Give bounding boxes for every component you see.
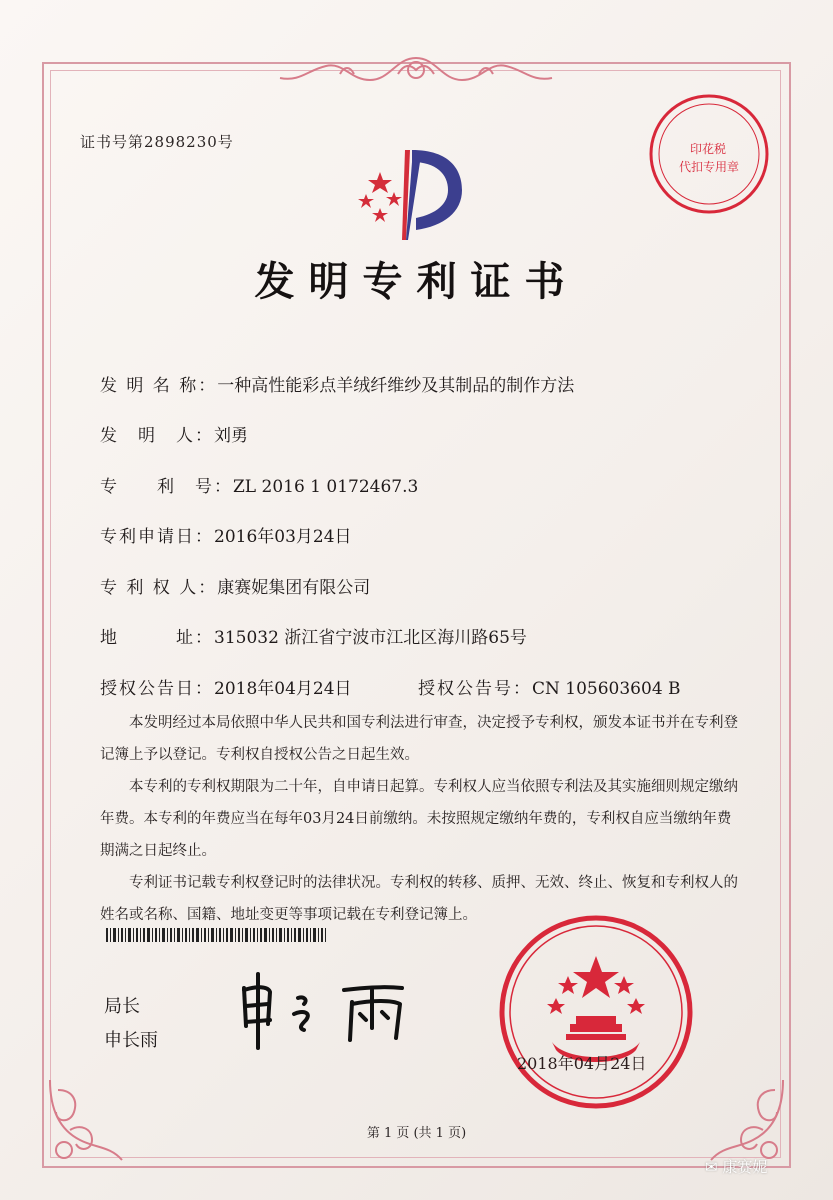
certificate-title: 发明专利证书 xyxy=(254,258,579,305)
field-patent-number xyxy=(100,472,418,497)
director-signature xyxy=(232,968,432,1052)
certificate-number: 证书号第2898230号 xyxy=(80,133,234,151)
page-footer: 第 1 页 (共 1 页) xyxy=(366,1126,467,1141)
field-label: 专利申请日： xyxy=(100,527,214,547)
field-label: 授权公告日： xyxy=(100,679,214,699)
official-seal xyxy=(496,912,696,1112)
field-label: 专 利 权 人： xyxy=(100,578,218,598)
field-value: 2016年03月24日 xyxy=(214,527,352,547)
field-value: 刘勇 xyxy=(214,426,248,446)
field-value: 一种高性能彩点羊绒纤维纱及其制品的制作方法 xyxy=(217,376,575,396)
paragraph: 本专利的专利权期限为二十年，自申请日起算。专利权人应当依照专利法及其实施细则规定缴纳年费。本专利的年费应当在每年03月24日前缴纳。未按照规定缴纳年费的，专利权自应当缴纳年费期满之日起终止。 xyxy=(100,779,738,859)
signatory-name: 申长雨 xyxy=(104,1030,158,1051)
signatory-title: 局长 xyxy=(104,996,140,1017)
field-invention-name xyxy=(100,371,574,396)
field-address xyxy=(100,623,527,648)
field-grant-date xyxy=(100,674,352,699)
stamp-duty-line1: 印花税 xyxy=(690,142,727,156)
field-label: 专 利 号： xyxy=(100,477,233,497)
field-label: 发 明 人： xyxy=(100,426,214,446)
field-value: 康赛妮集团有限公司 xyxy=(217,578,371,598)
patent-office-logo xyxy=(350,142,480,252)
field-label: 授权公告号： xyxy=(418,679,532,699)
watermark-text: 康赛妮 xyxy=(722,1158,768,1176)
field-value: 2018年04月24日 xyxy=(214,679,352,699)
barcode xyxy=(106,928,326,942)
field-label: 地 址： xyxy=(100,628,214,648)
field-inventor xyxy=(100,421,248,446)
corner-ornament-bottom-left xyxy=(40,1070,130,1170)
field-filing-date xyxy=(100,522,352,547)
field-label: 发 明 名 称： xyxy=(100,376,218,396)
field-value: 315032 浙江省宁波市江北区海川路65号 xyxy=(214,628,527,648)
wechat-icon: ✉ xyxy=(705,1158,723,1176)
field-patentee xyxy=(100,573,370,598)
paragraph: 专利证书记载专利权登记时的法律状况。专利权的转移、质押、无效、终止、恢复和专利权人的姓名或名称、国籍、地址变更等事项记载在专利登记簿上。 xyxy=(100,875,738,923)
top-ornament xyxy=(270,52,563,90)
field-grant-number xyxy=(418,674,681,699)
corner-ornament-bottom-right xyxy=(703,1070,793,1170)
certificate-body xyxy=(100,707,740,931)
field-value: ZL 2016 1 0172467.3 xyxy=(233,477,419,497)
watermark xyxy=(705,1156,767,1177)
seal-date: 2018年04月24日 xyxy=(517,1054,647,1073)
stamp-duty-line2: 代扣专用章 xyxy=(679,160,740,174)
field-value: CN 105603604 B xyxy=(532,679,681,699)
paragraph: 本发明经过本局依照中华人民共和国专利法进行审查，决定授予专利权，颁发本证书并在专利登记簿上予以登记。专利权自授权公告之日起生效。 xyxy=(100,715,738,763)
